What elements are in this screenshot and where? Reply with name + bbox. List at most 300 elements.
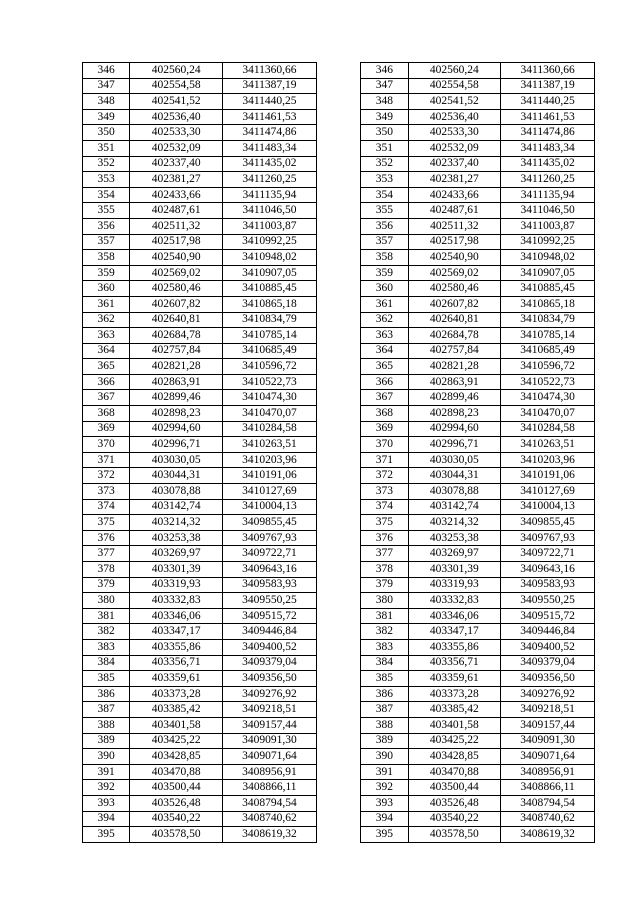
right-point-number-cell: 382: [361, 624, 408, 640]
right-point-number-cell: 384: [361, 655, 408, 671]
left-y-coordinate-cell: 3408956,91: [223, 764, 317, 780]
right-point-number-cell: 354: [361, 187, 408, 203]
right-y-coordinate-cell: 3410785,14: [501, 328, 595, 344]
column-gap: [316, 328, 360, 344]
right-y-coordinate-cell: 3410865,18: [501, 296, 595, 312]
right-x-coordinate-cell: 403425,22: [408, 733, 501, 749]
left-y-coordinate-cell: 3409157,44: [223, 717, 317, 733]
right-y-coordinate-cell: 3410522,73: [501, 374, 595, 390]
column-gap: [316, 343, 360, 359]
left-y-coordinate-cell: 3411260,25: [223, 172, 317, 188]
column-gap: [316, 530, 360, 546]
left-y-coordinate-cell: 3411435,02: [223, 156, 317, 172]
left-point-number-cell: 383: [83, 639, 130, 655]
left-x-coordinate-cell: 402684,78: [130, 328, 223, 344]
right-x-coordinate-cell: 403030,05: [408, 452, 501, 468]
right-y-coordinate-cell: 3411461,53: [501, 109, 595, 125]
right-x-coordinate-cell: 402541,52: [408, 94, 501, 110]
column-gap: [316, 764, 360, 780]
right-y-coordinate-cell: 3409550,25: [501, 593, 595, 609]
left-x-coordinate-cell: 402433,66: [130, 187, 223, 203]
left-point-number-cell: 390: [83, 749, 130, 765]
left-y-coordinate-cell: 3411474,86: [223, 125, 317, 141]
left-y-coordinate-cell: 3411440,25: [223, 94, 317, 110]
right-x-coordinate-cell: 403142,74: [408, 499, 501, 515]
left-x-coordinate-cell: 403253,38: [130, 530, 223, 546]
column-gap: [316, 140, 360, 156]
right-point-number-cell: 373: [361, 484, 408, 500]
table-row: [83, 624, 595, 640]
table-row: [83, 187, 595, 203]
left-point-number-cell: 356: [83, 218, 130, 234]
right-y-coordinate-cell: 3411135,94: [501, 187, 595, 203]
left-y-coordinate-cell: 3410907,05: [223, 265, 317, 281]
table-row: [83, 218, 595, 234]
table-row: [83, 312, 595, 328]
left-point-number-cell: 357: [83, 234, 130, 250]
column-gap: [316, 733, 360, 749]
table-row: [83, 250, 595, 266]
right-y-coordinate-cell: 3410470,07: [501, 406, 595, 422]
left-point-number-cell: 349: [83, 109, 130, 125]
right-point-number-cell: 376: [361, 530, 408, 546]
table-row: [83, 811, 595, 827]
right-point-number-cell: 349: [361, 109, 408, 125]
table-row: [83, 94, 595, 110]
column-gap: [316, 156, 360, 172]
left-y-coordinate-cell: 3409515,72: [223, 608, 317, 624]
right-y-coordinate-cell: 3410474,30: [501, 390, 595, 406]
table-row: [83, 577, 595, 593]
table-row: [83, 717, 595, 733]
right-x-coordinate-cell: 402757,84: [408, 343, 501, 359]
column-gap: [316, 452, 360, 468]
right-x-coordinate-cell: 403319,93: [408, 577, 501, 593]
right-y-coordinate-cell: 3409218,51: [501, 702, 595, 718]
right-x-coordinate-cell: 402533,30: [408, 125, 501, 141]
table-row: [83, 406, 595, 422]
right-point-number-cell: 356: [361, 218, 408, 234]
right-x-coordinate-cell: 403269,97: [408, 546, 501, 562]
column-gap: [316, 203, 360, 219]
right-y-coordinate-cell: 3411260,25: [501, 172, 595, 188]
right-y-coordinate-cell: 3411387,19: [501, 78, 595, 94]
table-row: [83, 421, 595, 437]
left-y-coordinate-cell: 3410685,49: [223, 343, 317, 359]
right-point-number-cell: 380: [361, 593, 408, 609]
right-x-coordinate-cell: 402554,58: [408, 78, 501, 94]
table-row: [83, 109, 595, 125]
right-y-coordinate-cell: 3409379,04: [501, 655, 595, 671]
left-x-coordinate-cell: 403359,61: [130, 671, 223, 687]
left-y-coordinate-cell: 3410474,30: [223, 390, 317, 406]
right-y-coordinate-cell: 3409276,92: [501, 686, 595, 702]
left-point-number-cell: 352: [83, 156, 130, 172]
right-y-coordinate-cell: 3411046,50: [501, 203, 595, 219]
left-y-coordinate-cell: 3410470,07: [223, 406, 317, 422]
column-gap: [316, 686, 360, 702]
right-y-coordinate-cell: 3409767,93: [501, 530, 595, 546]
left-y-coordinate-cell: 3411483,34: [223, 140, 317, 156]
left-y-coordinate-cell: 3409379,04: [223, 655, 317, 671]
left-x-coordinate-cell: 403428,85: [130, 749, 223, 765]
left-point-number-cell: 371: [83, 452, 130, 468]
left-y-coordinate-cell: 3409550,25: [223, 593, 317, 609]
left-x-coordinate-cell: 402536,40: [130, 109, 223, 125]
column-gap: [316, 624, 360, 640]
left-x-coordinate-cell: 402821,28: [130, 359, 223, 375]
right-point-number-cell: 377: [361, 546, 408, 562]
right-y-coordinate-cell: 3411003,87: [501, 218, 595, 234]
left-point-number-cell: 380: [83, 593, 130, 609]
left-y-coordinate-cell: 3410948,02: [223, 250, 317, 266]
left-y-coordinate-cell: 3409643,16: [223, 562, 317, 578]
column-gap: [316, 608, 360, 624]
right-y-coordinate-cell: 3408740,62: [501, 811, 595, 827]
column-gap: [316, 281, 360, 297]
left-x-coordinate-cell: 402898,23: [130, 406, 223, 422]
right-y-coordinate-cell: 3410992,25: [501, 234, 595, 250]
right-y-coordinate-cell: 3409515,72: [501, 608, 595, 624]
left-x-coordinate-cell: 402560,24: [130, 63, 223, 79]
column-gap: [316, 296, 360, 312]
table-row: [83, 780, 595, 796]
right-y-coordinate-cell: 3410885,45: [501, 281, 595, 297]
right-point-number-cell: 350: [361, 125, 408, 141]
coordinates-table: [82, 62, 595, 843]
column-gap: [316, 717, 360, 733]
table-row: [83, 608, 595, 624]
left-point-number-cell: 389: [83, 733, 130, 749]
right-point-number-cell: 393: [361, 795, 408, 811]
right-point-number-cell: 390: [361, 749, 408, 765]
left-y-coordinate-cell: 3409400,52: [223, 639, 317, 655]
left-x-coordinate-cell: 402580,46: [130, 281, 223, 297]
table-row: [83, 795, 595, 811]
left-x-coordinate-cell: 403526,48: [130, 795, 223, 811]
left-x-coordinate-cell: 402994,60: [130, 421, 223, 437]
left-point-number-cell: 358: [83, 250, 130, 266]
right-point-number-cell: 369: [361, 421, 408, 437]
right-point-number-cell: 361: [361, 296, 408, 312]
left-point-number-cell: 374: [83, 499, 130, 515]
column-gap: [316, 639, 360, 655]
right-y-coordinate-cell: 3409157,44: [501, 717, 595, 733]
table-row: [83, 671, 595, 687]
left-point-number-cell: 355: [83, 203, 130, 219]
column-gap: [316, 390, 360, 406]
left-point-number-cell: 377: [83, 546, 130, 562]
left-x-coordinate-cell: 403078,88: [130, 484, 223, 500]
right-point-number-cell: 353: [361, 172, 408, 188]
left-point-number-cell: 363: [83, 328, 130, 344]
right-x-coordinate-cell: 402569,02: [408, 265, 501, 281]
right-x-coordinate-cell: 403044,31: [408, 468, 501, 484]
coordinates-table-body: [83, 63, 595, 843]
left-x-coordinate-cell: 403500,44: [130, 780, 223, 796]
right-point-number-cell: 394: [361, 811, 408, 827]
column-gap: [316, 515, 360, 531]
column-gap: [316, 94, 360, 110]
left-point-number-cell: 384: [83, 655, 130, 671]
right-y-coordinate-cell: 3410948,02: [501, 250, 595, 266]
right-x-coordinate-cell: 403373,28: [408, 686, 501, 702]
right-x-coordinate-cell: 403356,71: [408, 655, 501, 671]
table-row: [83, 359, 595, 375]
left-x-coordinate-cell: 403346,06: [130, 608, 223, 624]
left-point-number-cell: 372: [83, 468, 130, 484]
left-x-coordinate-cell: 402511,32: [130, 218, 223, 234]
left-x-coordinate-cell: 402532,09: [130, 140, 223, 156]
table-row: [83, 374, 595, 390]
left-y-coordinate-cell: 3410834,79: [223, 312, 317, 328]
left-point-number-cell: 359: [83, 265, 130, 281]
right-point-number-cell: 365: [361, 359, 408, 375]
right-y-coordinate-cell: 3410596,72: [501, 359, 595, 375]
right-x-coordinate-cell: 403355,86: [408, 639, 501, 655]
right-point-number-cell: 375: [361, 515, 408, 531]
right-x-coordinate-cell: 403401,58: [408, 717, 501, 733]
left-y-coordinate-cell: 3411046,50: [223, 203, 317, 219]
table-row: [83, 265, 595, 281]
left-point-number-cell: 365: [83, 359, 130, 375]
left-y-coordinate-cell: 3409218,51: [223, 702, 317, 718]
right-x-coordinate-cell: 403359,61: [408, 671, 501, 687]
right-x-coordinate-cell: 402381,27: [408, 172, 501, 188]
table-row: [83, 63, 595, 79]
right-x-coordinate-cell: 403540,22: [408, 811, 501, 827]
column-gap: [316, 312, 360, 328]
left-point-number-cell: 376: [83, 530, 130, 546]
right-point-number-cell: 371: [361, 452, 408, 468]
column-gap: [316, 421, 360, 437]
left-y-coordinate-cell: 3410885,45: [223, 281, 317, 297]
right-y-coordinate-cell: 3409071,64: [501, 749, 595, 765]
right-x-coordinate-cell: 403526,48: [408, 795, 501, 811]
table-row: [83, 390, 595, 406]
left-x-coordinate-cell: 402996,71: [130, 437, 223, 453]
left-y-coordinate-cell: 3411360,66: [223, 63, 317, 79]
column-gap: [316, 499, 360, 515]
right-x-coordinate-cell: 403214,32: [408, 515, 501, 531]
left-x-coordinate-cell: 403578,50: [130, 827, 223, 843]
left-point-number-cell: 375: [83, 515, 130, 531]
left-point-number-cell: 392: [83, 780, 130, 796]
table-row: [83, 499, 595, 515]
left-y-coordinate-cell: 3410191,06: [223, 468, 317, 484]
left-x-coordinate-cell: 402533,30: [130, 125, 223, 141]
left-point-number-cell: 353: [83, 172, 130, 188]
right-x-coordinate-cell: 402640,81: [408, 312, 501, 328]
left-x-coordinate-cell: 403030,05: [130, 452, 223, 468]
left-y-coordinate-cell: 3408740,62: [223, 811, 317, 827]
table-row: [83, 328, 595, 344]
right-point-number-cell: 392: [361, 780, 408, 796]
right-point-number-cell: 351: [361, 140, 408, 156]
left-point-number-cell: 368: [83, 406, 130, 422]
column-gap: [316, 811, 360, 827]
column-gap: [316, 374, 360, 390]
right-point-number-cell: 367: [361, 390, 408, 406]
right-point-number-cell: 372: [361, 468, 408, 484]
right-x-coordinate-cell: 402487,61: [408, 203, 501, 219]
right-y-coordinate-cell: 3410191,06: [501, 468, 595, 484]
table-row: [83, 234, 595, 250]
column-gap: [316, 749, 360, 765]
table-row: [83, 593, 595, 609]
right-x-coordinate-cell: 403346,06: [408, 608, 501, 624]
right-x-coordinate-cell: 402560,24: [408, 63, 501, 79]
right-point-number-cell: 347: [361, 78, 408, 94]
right-x-coordinate-cell: 402899,46: [408, 390, 501, 406]
left-x-coordinate-cell: 403425,22: [130, 733, 223, 749]
right-point-number-cell: 359: [361, 265, 408, 281]
right-y-coordinate-cell: 3410127,69: [501, 484, 595, 500]
left-point-number-cell: 373: [83, 484, 130, 500]
table-row: [83, 203, 595, 219]
table-row: [83, 546, 595, 562]
right-point-number-cell: 366: [361, 374, 408, 390]
right-x-coordinate-cell: 402517,98: [408, 234, 501, 250]
column-gap: [316, 468, 360, 484]
left-x-coordinate-cell: 403332,83: [130, 593, 223, 609]
table-row: [83, 140, 595, 156]
right-point-number-cell: 379: [361, 577, 408, 593]
right-y-coordinate-cell: 3408956,91: [501, 764, 595, 780]
left-point-number-cell: 394: [83, 811, 130, 827]
right-point-number-cell: 348: [361, 94, 408, 110]
left-y-coordinate-cell: 3408866,11: [223, 780, 317, 796]
table-row: [83, 484, 595, 500]
left-point-number-cell: 386: [83, 686, 130, 702]
right-point-number-cell: 360: [361, 281, 408, 297]
left-y-coordinate-cell: 3410004,13: [223, 499, 317, 515]
column-gap: [316, 702, 360, 718]
left-y-coordinate-cell: 3410522,73: [223, 374, 317, 390]
left-x-coordinate-cell: 402540,90: [130, 250, 223, 266]
left-y-coordinate-cell: 3409767,93: [223, 530, 317, 546]
left-point-number-cell: 347: [83, 78, 130, 94]
column-gap: [316, 359, 360, 375]
left-point-number-cell: 360: [83, 281, 130, 297]
right-point-number-cell: 352: [361, 156, 408, 172]
table-row: [83, 452, 595, 468]
right-x-coordinate-cell: 402511,32: [408, 218, 501, 234]
right-point-number-cell: 374: [361, 499, 408, 515]
right-point-number-cell: 378: [361, 562, 408, 578]
left-x-coordinate-cell: 403142,74: [130, 499, 223, 515]
left-x-coordinate-cell: 402607,82: [130, 296, 223, 312]
right-y-coordinate-cell: 3410263,51: [501, 437, 595, 453]
left-point-number-cell: 388: [83, 717, 130, 733]
table-row: [83, 468, 595, 484]
right-point-number-cell: 355: [361, 203, 408, 219]
table-row: [83, 156, 595, 172]
right-point-number-cell: 363: [361, 328, 408, 344]
right-point-number-cell: 362: [361, 312, 408, 328]
left-point-number-cell: 378: [83, 562, 130, 578]
right-point-number-cell: 370: [361, 437, 408, 453]
right-y-coordinate-cell: 3411474,86: [501, 125, 595, 141]
left-x-coordinate-cell: 403214,32: [130, 515, 223, 531]
right-y-coordinate-cell: 3409583,93: [501, 577, 595, 593]
table-row: [83, 562, 595, 578]
column-gap: [316, 218, 360, 234]
table-row: [83, 827, 595, 843]
left-point-number-cell: 361: [83, 296, 130, 312]
left-x-coordinate-cell: 403319,93: [130, 577, 223, 593]
right-x-coordinate-cell: 402684,78: [408, 328, 501, 344]
column-gap: [316, 546, 360, 562]
left-point-number-cell: 395: [83, 827, 130, 843]
left-x-coordinate-cell: 402899,46: [130, 390, 223, 406]
column-gap: [316, 406, 360, 422]
right-x-coordinate-cell: 402337,40: [408, 156, 501, 172]
left-point-number-cell: 387: [83, 702, 130, 718]
right-point-number-cell: 368: [361, 406, 408, 422]
left-y-coordinate-cell: 3408619,32: [223, 827, 317, 843]
left-y-coordinate-cell: 3409071,64: [223, 749, 317, 765]
left-point-number-cell: 393: [83, 795, 130, 811]
right-x-coordinate-cell: 403332,83: [408, 593, 501, 609]
right-x-coordinate-cell: 402996,71: [408, 437, 501, 453]
right-y-coordinate-cell: 3409643,16: [501, 562, 595, 578]
column-gap: [316, 109, 360, 125]
right-y-coordinate-cell: 3409400,52: [501, 639, 595, 655]
left-y-coordinate-cell: 3409583,93: [223, 577, 317, 593]
left-y-coordinate-cell: 3410992,25: [223, 234, 317, 250]
right-x-coordinate-cell: 402607,82: [408, 296, 501, 312]
left-x-coordinate-cell: 402337,40: [130, 156, 223, 172]
column-gap: [316, 265, 360, 281]
table-row: [83, 702, 595, 718]
left-y-coordinate-cell: 3411003,87: [223, 218, 317, 234]
right-y-coordinate-cell: 3410907,05: [501, 265, 595, 281]
right-point-number-cell: 389: [361, 733, 408, 749]
right-y-coordinate-cell: 3411435,02: [501, 156, 595, 172]
left-y-coordinate-cell: 3410203,96: [223, 452, 317, 468]
right-y-coordinate-cell: 3411483,34: [501, 140, 595, 156]
left-x-coordinate-cell: 402863,91: [130, 374, 223, 390]
left-y-coordinate-cell: 3411135,94: [223, 187, 317, 203]
left-point-number-cell: 350: [83, 125, 130, 141]
right-point-number-cell: 391: [361, 764, 408, 780]
left-y-coordinate-cell: 3410865,18: [223, 296, 317, 312]
column-gap: [316, 437, 360, 453]
right-x-coordinate-cell: 402994,60: [408, 421, 501, 437]
column-gap: [316, 780, 360, 796]
column-gap: [316, 593, 360, 609]
column-gap: [316, 671, 360, 687]
table-row: [83, 437, 595, 453]
left-point-number-cell: 351: [83, 140, 130, 156]
right-y-coordinate-cell: 3411440,25: [501, 94, 595, 110]
left-point-number-cell: 364: [83, 343, 130, 359]
right-x-coordinate-cell: 402580,46: [408, 281, 501, 297]
right-x-coordinate-cell: 403301,39: [408, 562, 501, 578]
table-row: [83, 343, 595, 359]
column-gap: [316, 655, 360, 671]
column-gap: [316, 78, 360, 94]
right-y-coordinate-cell: 3408866,11: [501, 780, 595, 796]
table-row: [83, 655, 595, 671]
left-point-number-cell: 362: [83, 312, 130, 328]
right-y-coordinate-cell: 3410834,79: [501, 312, 595, 328]
left-x-coordinate-cell: 403373,28: [130, 686, 223, 702]
table-row: [83, 639, 595, 655]
right-x-coordinate-cell: 402540,90: [408, 250, 501, 266]
column-gap: [316, 250, 360, 266]
